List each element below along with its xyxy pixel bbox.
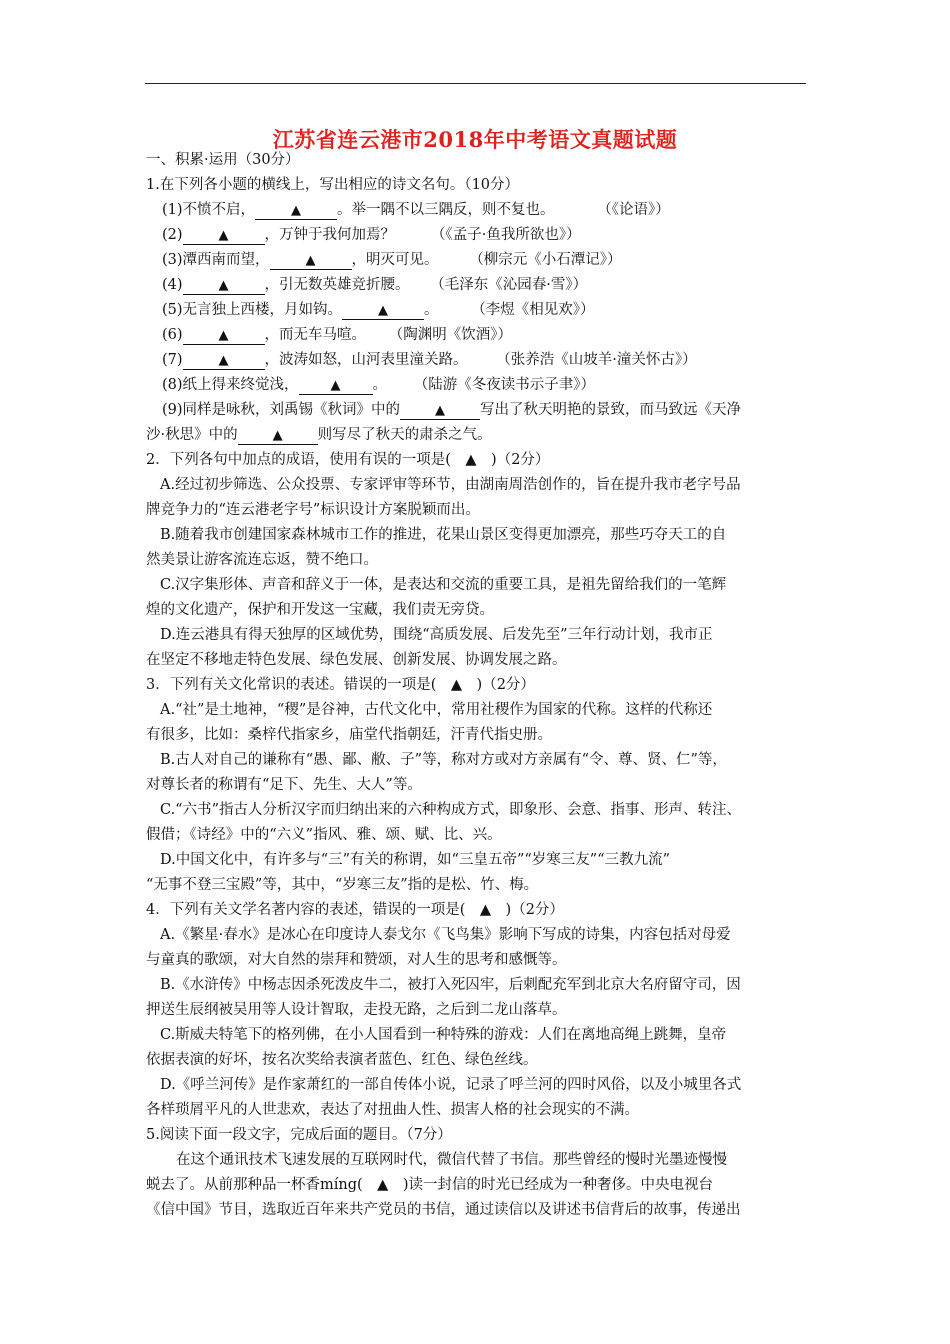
q2-option-a-cont: 牌竞争力的“连云港老字号”标识设计方案脱颖而出。 bbox=[146, 502, 480, 518]
q4-option-d-cont: 各样琐屑平凡的人世悲欢，表达了对扭曲人性、损害人格的社会现实的不满。 bbox=[146, 1102, 639, 1118]
q4-option-c-cont: 依据表演的好坏，按名次奖给表演者蓝色、红色、绿色丝线。 bbox=[146, 1052, 538, 1068]
answer-blank[interactable]: ▲ bbox=[183, 278, 265, 295]
q3-option-a-cont: 有很多，比如：桑梓代指家乡，庙堂代指朝廷，汗青代指史册。 bbox=[146, 727, 552, 743]
q3-option-b: B.古人对自己的谦称有“愚、鄙、敝、子”等，称对方或对方亲属有“令、尊、贤、仁”等， bbox=[160, 752, 727, 768]
q5-stem: 5.阅读下面一段文字，完成后面的题目。（7分） bbox=[146, 1127, 452, 1143]
q3-option-c: C.“六书”指古人分析汉字而归纳出来的六种构成方式，即象形、会意、指事、形声、转注、 bbox=[160, 802, 742, 818]
q3-option-c-cont: 假借；《诗经》中的“六义”指风、雅、颂、赋、比、兴。 bbox=[146, 827, 502, 843]
answer-blank[interactable]: ▲ bbox=[270, 253, 352, 270]
q1-item-8: (8)纸上得来终觉浅， ▲ 。 （陆游《冬夜读书示子聿》） bbox=[162, 377, 596, 393]
q3-option-a: A.“社”是土地神，“稷”是谷神，古代文化中，常用社稷作为国家的代称。这样的代称还 bbox=[160, 702, 713, 718]
header-rule bbox=[145, 83, 806, 84]
q1-item-2: (2) ▲ ，万钟于我何加焉？ （《孟子·鱼我所欲也》） bbox=[162, 227, 581, 243]
q2-option-d: D.连云港具有得天独厚的区域优势，围绕“高质发展、后发先至”三年行动计划，我市正 bbox=[160, 627, 713, 643]
answer-blank[interactable]: ▲ bbox=[255, 203, 337, 220]
q2-option-c-cont: 煌的文化遗产，保护和开发这一宝藏，我们责无旁贷。 bbox=[146, 602, 494, 618]
q1-item-6: (6) ▲ ，而无车马喧。 （陶渊明《饮酒》） bbox=[162, 327, 513, 343]
q5-passage-line: 《信中国》节目，选取近百年来共产党员的书信，通过读信以及讲述书信背后的故事，传递出 bbox=[146, 1202, 741, 1218]
q4-option-b: B.《水浒传》中杨志因杀死泼皮牛二，被打入死囚牢，后刺配充军到北京大名府留守司，因 bbox=[160, 977, 741, 993]
q1-item-3: (3)潭西南而望， ▲ ，明灭可见。 （柳宗元《小石潭记》） bbox=[162, 252, 622, 268]
page-title: 江苏省连云港市2018年中考语文真题试题 bbox=[272, 127, 678, 152]
q2-option-d-cont: 在坚定不移地走特色发展、绿色发展、创新发展、协调发展之路。 bbox=[146, 652, 567, 668]
q2-option-a: A.经过初步筛选、公众投票、专家评审等环节，由湖南周浩创作的，旨在提升我市老字号品 bbox=[160, 477, 741, 493]
q1-item-9-cont: 沙·秋思》中的 ▲ 则写尽了秋天的肃杀之气。 bbox=[146, 427, 492, 443]
q4-option-a: A.《繁星·春水》是冰心在印度诗人泰戈尔《飞鸟集》影响下写成的诗集，内容包括对母爱 bbox=[160, 927, 731, 943]
q1-item-7: (7) ▲ ，波涛如怒，山河表里潼关路。 （张养浩《山坡羊·潼关怀古》） bbox=[162, 352, 697, 368]
answer-blank[interactable]: ▲ bbox=[183, 353, 265, 370]
q3-stem: 3．下列有关文化常识的表述。错误的一项是( ▲ )（2分） bbox=[146, 677, 535, 693]
q1-item-1: (1)不愤不启， ▲ 。举一隅不以三隅反，则不复也。 （《论语》） bbox=[162, 202, 670, 218]
q2-option-c: C.汉字集形体、声音和辞义于一体，是表达和交流的重要工具，是祖先留给我们的一笔辉 bbox=[160, 577, 727, 593]
q5-passage-line: 在这个通讯技术飞速发展的互联网时代，微信代替了书信。那些曾经的慢时光墨迹慢慢 bbox=[176, 1152, 727, 1168]
answer-blank[interactable]: ▲ bbox=[238, 428, 318, 445]
section-heading: 一、积累·运用（30分） bbox=[146, 152, 300, 168]
q5-passage-line: 蜕去了。从前那种品一杯香míng( ▲ )读一封信的时光已经成为一种奢侈。中央电视台 bbox=[146, 1177, 713, 1193]
q1-item-4: (4) ▲ ，引无数英雄竞折腰。 （毛泽东《沁园春·雪》） bbox=[162, 277, 588, 293]
q1-stem: 1.在下列各小题的横线上，写出相应的诗文名句。（10分） bbox=[146, 177, 520, 193]
answer-blank[interactable]: ▲ bbox=[183, 228, 265, 245]
answer-blank[interactable]: ▲ bbox=[342, 303, 424, 320]
answer-blank[interactable]: ▲ bbox=[183, 328, 265, 345]
q4-option-b-cont: 押送生辰纲被吴用等人设计智取，走投无路，之后到二龙山落草。 bbox=[146, 1002, 567, 1018]
q3-option-d: D.中国文化中，有许多与“三”有关的称谓，如“三皇五帝”“岁寒三友”“三教九流” bbox=[160, 852, 671, 868]
q2-stem: 2．下列各句中加点的成语，使用有误的一项是( ▲ )（2分） bbox=[146, 452, 550, 468]
q4-stem: 4．下列有关文学名著内容的表述，错误的一项是( ▲ )（2分） bbox=[146, 902, 564, 918]
q1-item-5: (5)无言独上西楼，月如钩。 ▲ 。 （李煜《相见欢》） bbox=[162, 302, 595, 318]
q3-option-b-cont: 对尊长者的称谓有“足下、先生、大人”等。 bbox=[146, 777, 422, 793]
q3-option-d-cont: “无事不登三宝殿”等，其中，“岁寒三友”指的是松、竹、梅。 bbox=[146, 877, 539, 893]
q2-option-b: B.随着我市创建国家森林城市工作的推进，花果山景区变得更加漂亮，那些巧夺天工的自 bbox=[160, 527, 727, 543]
q2-option-b-cont: 然美景让游客流连忘返，赞不绝口。 bbox=[146, 552, 378, 568]
q4-option-a-cont: 与童真的歌颂，对大自然的崇拜和赞颂，对人生的思考和感慨等。 bbox=[146, 952, 567, 968]
answer-blank[interactable]: ▲ bbox=[299, 378, 373, 395]
q4-option-d: D.《呼兰河传》是作家萧红的一部自传体小说，记录了呼兰河的四时风俗，以及小城里各式 bbox=[160, 1077, 742, 1093]
q4-option-c: C.斯威夫特笔下的格列佛，在小人国看到一种特殊的游戏：人们在离地高绳上跳舞，皇帝 bbox=[160, 1027, 727, 1043]
q1-item-9: (9)同样是咏秋，刘禹锡《秋词》中的 ▲ 写出了秋天明艳的景致，而马致远《天净 bbox=[162, 402, 742, 418]
answer-blank[interactable]: ▲ bbox=[400, 403, 480, 420]
